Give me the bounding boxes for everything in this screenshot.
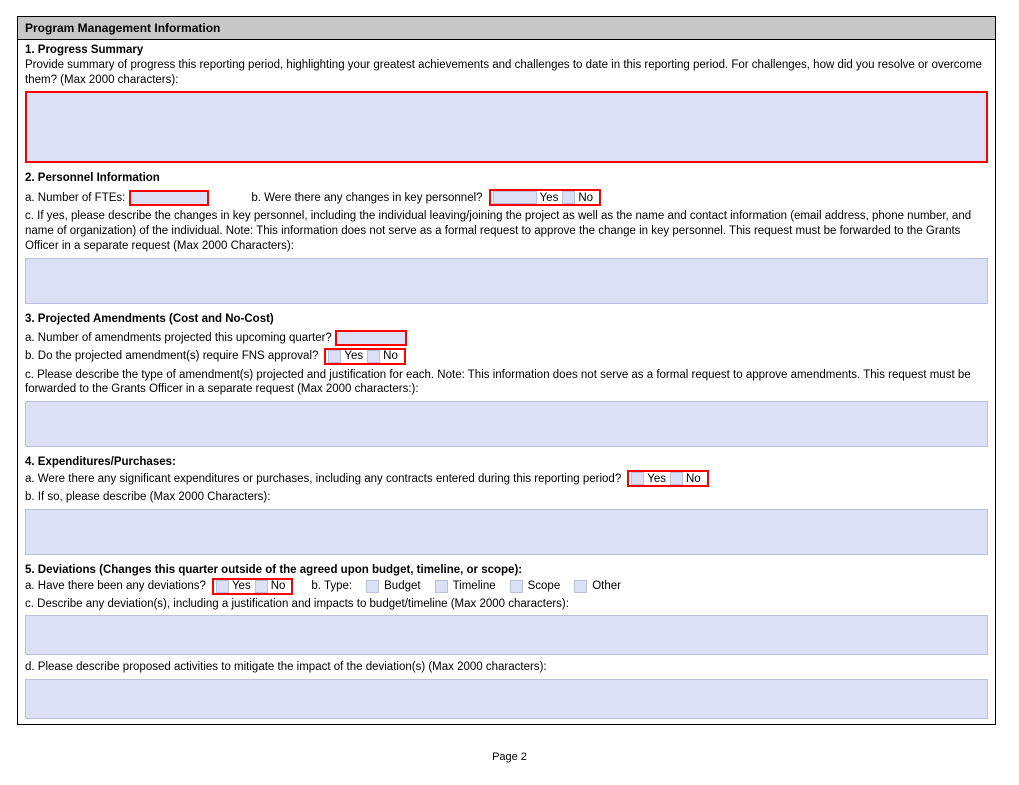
ftes-input[interactable]: [129, 190, 209, 206]
other-label: Other: [592, 580, 621, 593]
deviations-describe-textarea[interactable]: [25, 615, 988, 655]
deviations-yes-label: Yes: [231, 580, 251, 593]
deviations-mitigate-label: d. Please describe proposed activities to mitigate the impact of the deviation(s) (Max 2000 characters):: [25, 661, 547, 674]
program-management-form: [17, 16, 996, 725]
timeline-checkbox[interactable]: [435, 580, 448, 593]
key-personnel-yes-checkbox[interactable]: [493, 191, 537, 204]
deviation-type-budget[interactable]: [366, 580, 420, 593]
key-personnel-change-label: b. Were there any changes in key personnel?: [251, 191, 483, 204]
amendments-approval-row: [25, 348, 988, 365]
amendments-count-label: a. Number of amendments projected this upcoming quarter?: [25, 331, 332, 344]
personnel-ftes-row: [25, 189, 988, 206]
form-header-title: Program Management Information: [18, 17, 996, 40]
amendments-yes-label: Yes: [344, 350, 364, 363]
timeline-label: Timeline: [452, 580, 496, 593]
amendments-no-label: No: [383, 350, 398, 363]
budget-label: Budget: [384, 580, 421, 593]
ftes-label: a. Number of FTEs:: [25, 191, 126, 204]
section-personnel-information: [18, 168, 996, 308]
expenditures-yes-checkbox[interactable]: [631, 472, 644, 485]
deviations-no-label: No: [270, 580, 286, 593]
deviation-type-timeline[interactable]: [435, 580, 496, 593]
section-projected-amendments: [18, 309, 996, 452]
scope-checkbox[interactable]: [510, 580, 523, 593]
personnel-describe-textarea[interactable]: [25, 258, 988, 304]
budget-checkbox[interactable]: [366, 580, 379, 593]
section-expenditures-purchases: [18, 452, 996, 560]
deviations-describe-label: c. Describe any deviation(s), including a justification and impacts to budget/timeline (Max 2000 characters):: [25, 597, 569, 610]
expenditures-yesno-group[interactable]: [627, 470, 708, 487]
form-page: [17, 16, 996, 725]
other-checkbox[interactable]: [574, 580, 587, 593]
deviations-label: a. Have there been any deviations?: [25, 580, 206, 593]
page-footer: Page 2: [492, 751, 527, 763]
deviation-type-other[interactable]: [574, 580, 621, 593]
key-personnel-yesno-group[interactable]: [489, 189, 601, 206]
amendments-count-input[interactable]: [335, 330, 407, 346]
expenditures-describe-label: b. If so, please describe (Max 2000 Characters):: [25, 491, 271, 504]
section-5-title: 5. Deviations (Changes this quarter outside of the agreed upon budget, timeline, or scope):: [25, 563, 523, 576]
section-1-title: 1. Progress Summary: [25, 44, 144, 56]
amendments-count-row: [25, 330, 988, 346]
expenditures-question-row: [25, 470, 988, 487]
amendments-no-checkbox[interactable]: [367, 350, 380, 363]
progress-summary-textarea[interactable]: [25, 91, 988, 163]
section-2-title: 2. Personnel Information: [25, 172, 160, 185]
expenditures-no-checkbox[interactable]: [670, 472, 683, 485]
amendments-yes-checkbox[interactable]: [328, 350, 341, 363]
expenditures-describe-textarea[interactable]: [25, 509, 988, 555]
personnel-describe-label: c. If yes, please describe the changes in key personnel, including the individual leaving/joining the project as well as the name and contact information (email address, phone number, and name of organization) of the individual. Note: This information does not serve as a formal request to approve the change in key personnel. This request must be forwarded to the Grants Officer in a separate request (Max 2000 Characters):: [25, 210, 972, 252]
key-personnel-no-label: No: [578, 191, 594, 204]
section-deviations: [18, 560, 996, 725]
deviations-no-checkbox[interactable]: [255, 580, 268, 593]
expenditures-label: a. Were there any significant expenditures or purchases, including any contracts entered during this reporting period?: [25, 472, 622, 485]
key-personnel-no-checkbox[interactable]: [562, 191, 575, 204]
deviations-yesno-group[interactable]: [212, 578, 293, 595]
deviations-type-label: b. Type:: [311, 580, 353, 593]
amendments-describe-textarea[interactable]: [25, 401, 988, 447]
amendments-approval-label: b. Do the projected amendment(s) require FNS approval?: [25, 350, 319, 363]
amendments-describe-label: c. Please describe the type of amendment(s) projected and justification for each. Note: This information does not serve as a formal request to approve amendments. This request must be forwarded to the Grants Officer in a separate request (Max 2000 characters:):: [25, 368, 971, 396]
amendments-yesno-group[interactable]: [324, 348, 405, 365]
section-progress-summary: [18, 40, 996, 169]
key-personnel-yes-label: Yes: [539, 191, 559, 204]
deviations-mitigate-textarea[interactable]: [25, 679, 988, 719]
section-1-instructions: Provide summary of progress this reporting period, highlighting your greatest achievements and challenges to date in this reporting period. For challenges, how did you resolve or overcome them? (Max 2000 characters):: [25, 59, 982, 86]
expenditures-no-label: No: [685, 472, 701, 485]
expenditures-yes-label: Yes: [647, 472, 666, 485]
section-4-title: 4. Expenditures/Purchases:: [25, 456, 176, 469]
section-3-title: 3. Projected Amendments (Cost and No-Cost): [25, 312, 274, 325]
deviations-question-row: [25, 578, 988, 595]
deviation-type-scope[interactable]: [510, 580, 561, 593]
scope-label: Scope: [527, 580, 561, 593]
deviations-yes-checkbox[interactable]: [216, 580, 229, 593]
